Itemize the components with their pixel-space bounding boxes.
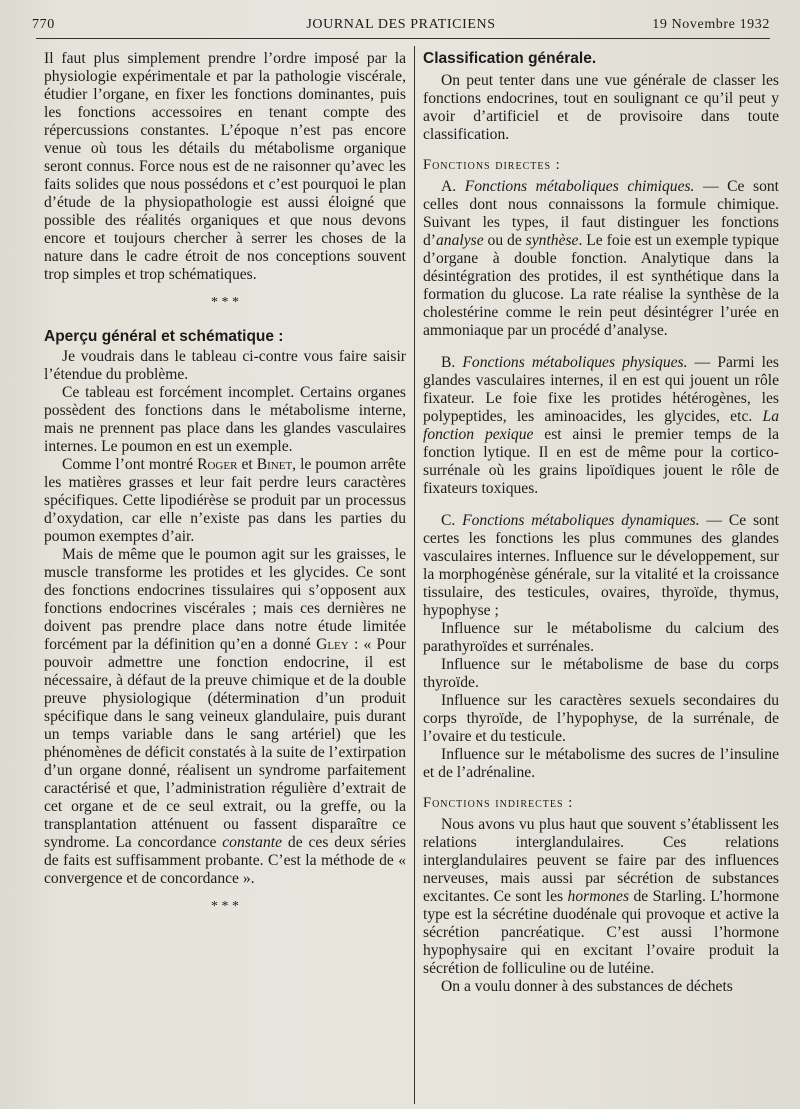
- text-run: de Starling. L’hormone type est la sécrétine duodénale qui provoque et active la sécrétion pancréatique. C’est aussi l’hormone hypophysaire qui en excitant l’ovaire produit la sécrétion de folliculine ou de lutéine.: [423, 888, 779, 977]
- author-name: Roger: [197, 456, 238, 473]
- page-number: 770: [32, 17, 55, 32]
- emphasis: analyse: [436, 232, 484, 249]
- text-run: de ces deux séries de faits est suffisamment probante. C’est la méthode de « convergence et de concordance ».: [44, 834, 406, 887]
- section-heading: Classification générale.: [423, 50, 597, 67]
- running-header: [32, 17, 770, 39]
- right-column: [423, 50, 779, 996]
- text-run: est ainsi le premier temps de la fonction lytique. Il en est de même pour la cortico-surrénale où les grains lipoïdiques jouent le rôle de fixateurs toxiques.: [423, 426, 779, 497]
- paragraph: Il faut plus simplement prendre l’ordre imposé par la physiologie expérimentale et par la pathologie viscérale, étudier l’organe, en fixer les fonctions dominantes, puis les fonctions accessoires en tenant compte des répercussions constantes. L’époque n’est pas encore venue où tous les détails du métabolisme organique seront connus. Force nous est de ne raisonner qu’avec les faits solides que nous possédons et c’est pourquoi le plan d’étude de la physiopathologie est aussi éloigné que possible des réalités organiques et que nous devons encore et toujours chercher à serrer les choses de la nature dans le cadre étroit de nos conceptions souvent trop simples et trop schématiques.: [44, 50, 406, 283]
- paragraph: Ce tableau est forcément incomplet. Certains organes possèdent des fonctions dans le métabolisme interne, mais ne prennent pas place dans les glandes vasculaires internes. Le poumon en est un exemple.: [44, 384, 406, 455]
- text-run: — Ce sont celles dont nous connaissons la formule chimique. Suivant les types, il faut distinguer les fonctions d’: [423, 178, 780, 249]
- item-title: Fonctions métaboliques physiques.: [462, 354, 688, 371]
- item-title: Fonctions métaboliques chimiques.: [464, 178, 695, 195]
- journal-title: JOURNAL DES PRATICIENS: [306, 17, 496, 32]
- paragraph: [423, 354, 779, 498]
- paragraph: On peut tenter dans une vue générale de classer les fonctions endocrines, tout en soulignant ce qu’il peut y avoir d’artificiel et de provisoire dans toute classification.: [423, 72, 779, 143]
- header-rule: [36, 38, 770, 39]
- text-run: . Le foie est un exemple typique d’organe à double fonction. Analytique dans la désintégration des protides, il est synthétique dans la formation du glucose. La rate réalise la synthèse de la cholestérine comme le rein peut désintégrer l’urée en ammoniaque par un procédé d’analyse.: [423, 232, 779, 339]
- issue-date: 19 Novembre 1932: [652, 17, 770, 32]
- section-separator-stars: * * *: [211, 295, 239, 310]
- emphasis: constante: [222, 834, 283, 851]
- paragraph: Influence sur les caractères sexuels secondaires du corps thyroïde, de l’hypophyse, de la surrénale, de l’ovaire et du testicule.: [423, 692, 779, 745]
- item-label: C.: [441, 512, 463, 529]
- paragraph: [423, 178, 779, 340]
- paragraph: Je voudrais dans le tableau ci-contre vous faire saisir l’étendue du problème.: [44, 348, 406, 383]
- subheading: Fonctions indirectes :: [423, 795, 574, 811]
- paragraph: On a voulu donner à des substances de déchets: [441, 978, 733, 995]
- paragraph: Influence sur le métabolisme de base du corps thyroïde.: [423, 656, 779, 691]
- emphasis: synthèse: [525, 232, 579, 249]
- paragraph: Influence sur le métabolisme des sucres de l’insuline et de l’adrénaline.: [423, 746, 779, 781]
- paragraph: [44, 546, 406, 888]
- paragraph: [44, 456, 406, 546]
- author-name: Gley: [316, 636, 349, 653]
- text-run: Comme l’ont montré: [62, 456, 198, 473]
- text-run: — Parmi les glandes vasculaires internes, il en est qui jouent un rôle fixateur. Le foie fixe les protides hétérogènes, les polypeptides, les aminoacides, les glycides, etc.: [423, 354, 779, 425]
- section-separator-stars: * * *: [211, 899, 239, 914]
- emphasis: La fonction pexique: [423, 408, 779, 443]
- paragraph: [423, 512, 779, 620]
- text-run: ou de: [483, 232, 526, 249]
- author-name: Binet: [256, 456, 293, 473]
- text-run: Mais de même que le poumon agit sur les graisses, le muscle transforme les protides et les glycides. Ce sont des fonctions endocrines tissulaires qui s’opposent aux fonctions endocrines viscérales ; mais ces dernières ne doivent pas prendre place dans notre étude limitée forcément par la définition qu’en a donné: [44, 546, 406, 653]
- text-run: , le poumon arrête les matières grasses et leur fait perdre leurs caractères spécifiques. Cette lipodiérèse se produit par un processus d’oxydation, car elle n’existe pas dans les parties du poumon exemptes d’air.: [44, 456, 406, 545]
- text-run: et: [237, 456, 257, 473]
- text-run: Nous avons vu plus haut que souvent s’établissent les relations interglandulaires. Ces relations interglandulaires peuvent se faire par des influences nerveuses, mais aussi par sécrétion de substances excitantes. Ce sont les: [423, 816, 779, 905]
- paragraph: [423, 816, 779, 978]
- item-title: Fonctions métaboliques dynamiques.: [462, 512, 700, 529]
- left-column: [44, 50, 406, 926]
- column-divider: [414, 46, 415, 1104]
- emphasis: hormones: [567, 888, 630, 905]
- paragraph: Influence sur le métabolisme du calcium des parathyroïdes et surrénales.: [423, 620, 779, 655]
- item-label: A.: [441, 178, 465, 195]
- text-run: : « Pour pouvoir admettre une fonction endocrine, il est nécessaire, à défaut de la preuve chimique et de la double preuve physiologique (détermination d’un produit spécifique dans le sang veineux glandulaire, puis durant un temps variable dans le sang artériel) que les phénomènes de déficit constatés à la suite de l’extirpation d’un organe donné, réalisent un syndrome parfaitement caractérisé et que, l’administration régulière d’extrait de cet organe et de ce seul extrait, ou la greffe, ou la transplantation atténuent ou fassent disparaître ce syndrome. La concordance: [44, 636, 406, 851]
- text-run: — Ce sont certes les fonctions les plus communes des glandes vasculaires internes. Influence sur le développement, sur la morphogénèse générale, sur la vitalité et la croissance tissulaire, des testicules, ovaires, thyroïde, thymus, hypophyse ;: [423, 512, 779, 619]
- item-label: B.: [441, 354, 463, 371]
- section-heading: Aperçu général et schématique :: [44, 328, 284, 345]
- subheading: Fonctions directes :: [423, 157, 561, 173]
